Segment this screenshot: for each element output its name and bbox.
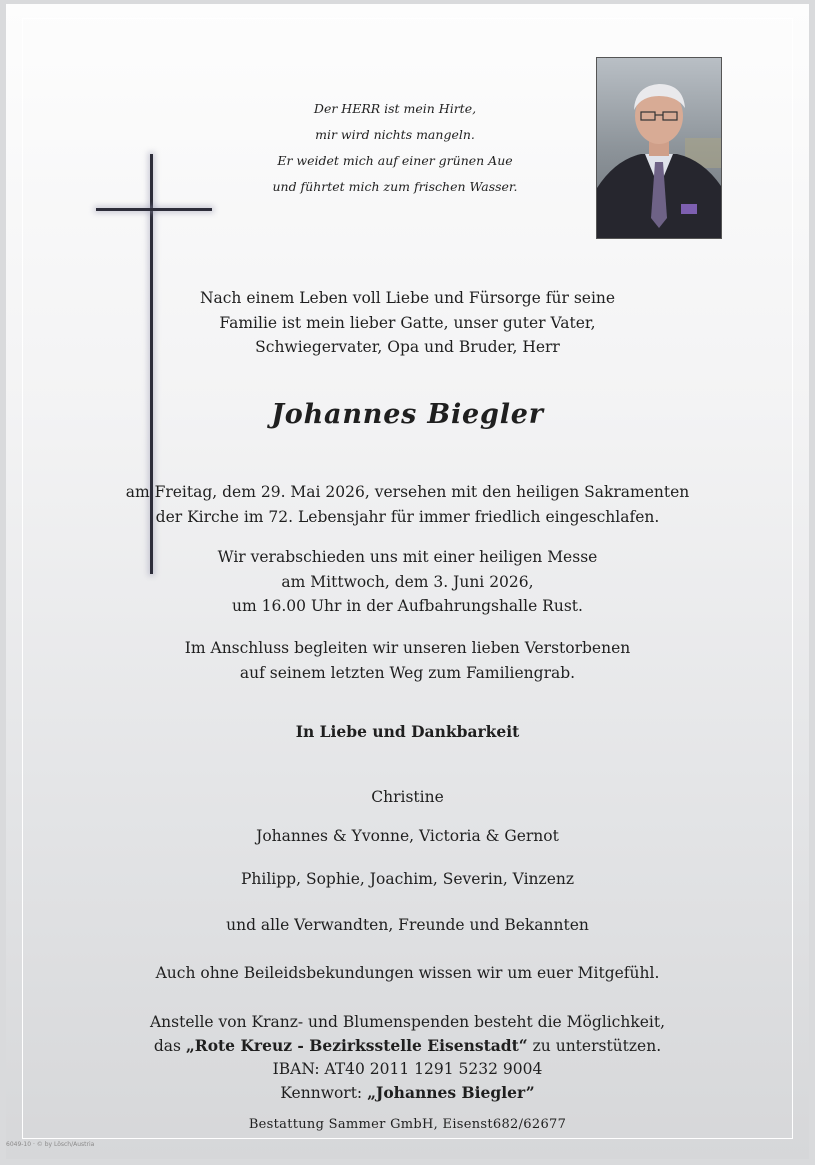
death-notice-text bbox=[0, 480, 815, 529]
funeral-line: um 16.00 Uhr in der Aufbahrungshalle Rust. bbox=[232, 597, 583, 615]
death-line: am Freitag, dem 29. Mai 2026, versehen mit den heiligen Sakramenten bbox=[125, 483, 690, 501]
donation-line bbox=[0, 1034, 815, 1058]
intro-line: Schwiegervater, Opa und Bruder, Herr bbox=[255, 338, 560, 356]
condolence-note: Auch ohne Beileidsbekundungen wissen wir um euer Mitgefühl. bbox=[155, 964, 660, 982]
funeral-line: am Mittwoch, dem 3. Juni 2026, bbox=[281, 572, 534, 591]
death-line: der Kirche im 72. Lebensjahr für immer friedlich eingeschlafen. bbox=[155, 507, 660, 526]
gratitude-heading: In Liebe und Dankbarkeit bbox=[295, 722, 520, 741]
burial-details bbox=[0, 636, 815, 685]
intro-text bbox=[0, 286, 815, 360]
funeral-home-footer: Bestattung Sammer GmbH, Eisenst682/62677 bbox=[248, 1117, 567, 1132]
charity-name: „Rote Kreuz - Bezirksstelle Eisenstadt“ bbox=[185, 1036, 528, 1055]
funeral-details bbox=[0, 545, 815, 619]
verse-line: Der HERR ist mein Hirte, bbox=[313, 101, 477, 116]
burial-line: auf seinem letzten Weg zum Familiengrab. bbox=[239, 663, 576, 682]
funeral-line: Wir verabschieden uns mit einer heiligen Messe bbox=[217, 548, 598, 566]
verse-line: mir wird nichts mangeln. bbox=[315, 127, 475, 142]
portrait-photo bbox=[596, 57, 722, 239]
keyword-value: „Johannes Biegler” bbox=[367, 1083, 535, 1102]
donation-text: zu unterstützen. bbox=[527, 1037, 662, 1055]
mourner-line: Philipp, Sophie, Joachim, Severin, Vinzenz bbox=[240, 870, 575, 888]
keyword-line bbox=[0, 1081, 815, 1105]
intro-line: Nach einem Leben voll Liebe und Fürsorge für seine bbox=[199, 289, 616, 307]
donation-text: das bbox=[153, 1037, 186, 1055]
bible-verse bbox=[250, 96, 540, 200]
keyword-label: Kennwort: bbox=[280, 1084, 368, 1102]
mourner-line: Christine bbox=[371, 788, 444, 806]
verse-line: und führtet mich zum frischen Wasser. bbox=[272, 179, 518, 194]
donation-info bbox=[0, 1011, 815, 1105]
burial-line: Im Anschluss begleiten wir unseren lieben Verstorbenen bbox=[184, 639, 631, 657]
mourner-line: und alle Verwandten, Freunde und Bekannten bbox=[226, 916, 589, 934]
donation-line: Anstelle von Kranz- und Blumenspenden besteht die Möglichkeit, bbox=[149, 1013, 666, 1031]
verse-line: Er weidet mich auf einer grünen Aue bbox=[277, 153, 513, 168]
deceased-name: Johannes Biegler bbox=[271, 399, 544, 430]
mourner-line: Johannes & Yvonne, Victoria & Gernot bbox=[256, 827, 559, 845]
print-code: 6049-10 · © by Lösch/Austria bbox=[6, 1141, 95, 1148]
iban: IBAN: AT40 2011 1291 5232 9004 bbox=[272, 1060, 543, 1078]
intro-line: Familie ist mein lieber Gatte, unser guter Vater, bbox=[219, 313, 596, 332]
